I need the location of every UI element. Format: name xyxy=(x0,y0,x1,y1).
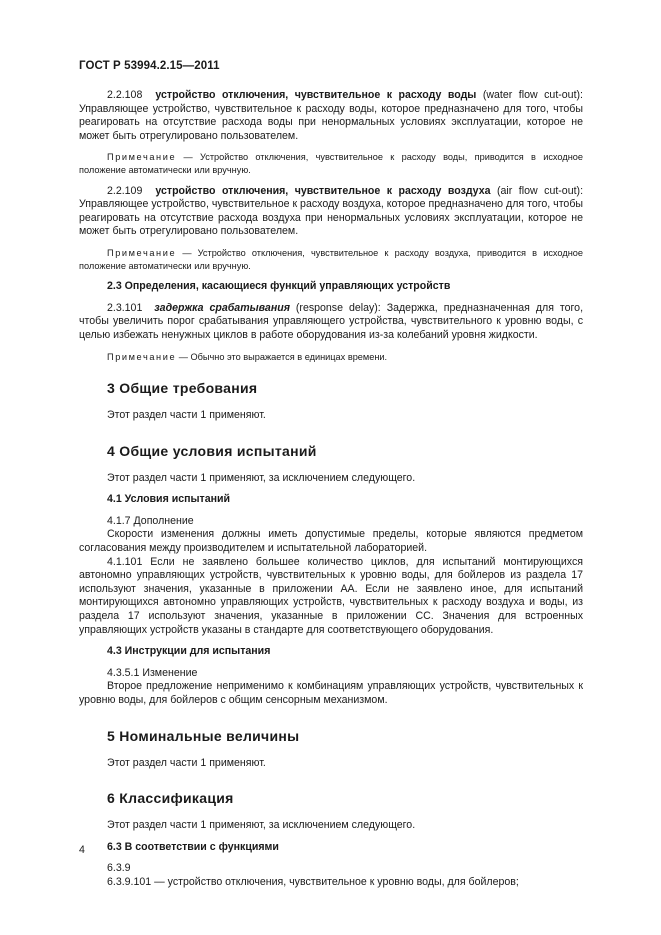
clause-6-3-9-101: 6.3.9.101 — устройство отключения, чувствительное к уровню воды, для бойлеров; xyxy=(107,875,519,888)
note-label: Примечание xyxy=(107,152,177,163)
clause-4-3-5-1-text: Второе предложение неприменимо к комбинациям управляющих устройств, чувствительных к уровню воды, для бойлеров с общим сенсорным механизмом. xyxy=(79,680,583,706)
note-label: Примечание xyxy=(107,351,177,362)
heading-6-3: 6.3 В соответствии с функциями xyxy=(107,840,279,853)
clause-4-1-101: 4.1.101 Если не заявлено большее количество циклов, для испытаний монтирующихся автономно управляющих устройств, чувствительных к уровню воды, для бойлеров из раздела 17 используют значения, указанные в приложении АА. Если не заявлено иное, для испытаний монтирующихся автономно управляющих устройств, чувствительных к расходу воздуха и воды, из раздела 17 используют значения, указанные в приложении СС. Значения для встроенных управляющих устройств указаны в стандарте для соответствующего оборудования. xyxy=(79,555,583,636)
clause-6-3-9: 6.3.9 xyxy=(107,862,131,875)
clause-text: (air flow cut-out): Управляющее устройство, чувствительное к расходу воздуха, которое предназначено для того, чтобы реагировать на отсутствие расхода воздуха при ненормальных условиях эксплуатации, которое не может быть отрегулировано пользователем. xyxy=(79,184,584,238)
heading-4-1: 4.1 Условия испытаний xyxy=(107,493,231,506)
note-text: — Устройство отключения, чувствительное к расходу воздуха, приводится в исходное положение автоматически или вручную. xyxy=(79,247,583,271)
section-4-title: 4 Общие условия испытаний xyxy=(107,442,317,459)
clause-2-2-109 xyxy=(79,185,583,239)
clause-4-1-7-text: Скорости изменения должны иметь допустимые пределы, которые являются предметом согласования между производителем и испытательной лабораторией. xyxy=(79,528,583,555)
note-3 xyxy=(79,351,583,364)
document-body xyxy=(79,89,583,890)
section-3-text: Этот раздел части 1 применяют. xyxy=(107,409,266,422)
section-6-title: 6 Классификация xyxy=(107,790,234,807)
document-header: ГОСТ Р 53994.2.15—2011 xyxy=(79,60,220,72)
note-label: Примечание xyxy=(107,247,177,258)
clause-4-1-7-heading: 4.1.7 Дополнение xyxy=(107,514,194,527)
note-text: — Устройство отключения, чувствительное к расходу воды, приводится в исходное положение автоматически или вручную. xyxy=(79,152,583,175)
clause-number: 2.3.101 xyxy=(107,301,143,314)
clause-4-3-5-1-heading: 4.3.5.1 Изменение xyxy=(107,666,198,679)
page-number: 4 xyxy=(79,844,85,856)
clause-term: устройство отключения, чувствительное к расходу воздуха xyxy=(155,184,491,197)
clause-2-2-108 xyxy=(79,89,583,143)
section-5-title: 5 Номинальные величины xyxy=(107,727,300,744)
clause-text: (water flow cut-out): Управляющее устройство, чувствительное к расходу воды, которое предназначено для того, чтобы реагировать на отсутствие расхода воды при ненормальных условиях эксплуатации, которое не может быть отрегулировано пользователем. xyxy=(79,89,583,142)
note-text: — Обычно это выражается в единицах времени. xyxy=(176,351,388,362)
heading-2-3: 2.3 Определения, касающиеся функций управляющих устройств xyxy=(107,280,451,293)
section-5-text: Этот раздел части 1 применяют. xyxy=(107,756,266,769)
clause-term: задержка срабатывания xyxy=(154,301,290,314)
section-4-text: Этот раздел части 1 применяют, за исключением следующего. xyxy=(107,471,416,484)
section-3-title: 3 Общие требования xyxy=(107,380,258,397)
clause-2-3-101 xyxy=(79,302,583,343)
clause-term: устройство отключения, чувствительное к расходу воды xyxy=(155,89,477,101)
clause-text: (response delay): Задержка, предназначенная для того, чтобы увеличить порог срабатывания управляющего устройства, чувствительного к уровню воды, с целью избежать ненужных циклов в работе оборудования из-за колебаний уровня жидкости. xyxy=(79,301,584,341)
heading-4-3: 4.3 Инструкции для испытания xyxy=(107,645,271,658)
clause-number: 2.2.109 xyxy=(107,184,143,197)
section-6-text: Этот раздел части 1 применяют, за исключением следующего. xyxy=(107,819,416,832)
note-2 xyxy=(79,247,583,272)
note-1 xyxy=(79,151,583,176)
clause-number: 2.2.108 xyxy=(107,89,143,101)
